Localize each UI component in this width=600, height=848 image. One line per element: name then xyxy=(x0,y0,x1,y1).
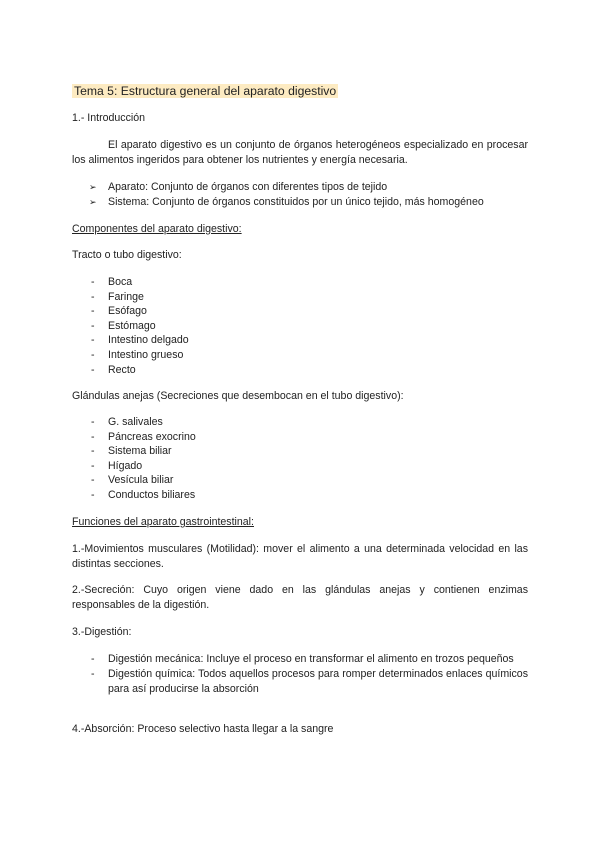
functions-heading: Funciones del aparato gastrointestinal: xyxy=(72,516,254,528)
list-item: - Digestión química: Todos aquellos procesos para romper determinados enlaces químicos para así producirse la absorción xyxy=(72,667,528,697)
function-absorption: 4.-Absorción: Proceso selectivo hasta llegar a la sangre xyxy=(72,723,334,735)
list-item: ➢ Aparato: Conjunto de órganos con diferentes tipos de tejido xyxy=(72,180,528,195)
document-title xyxy=(72,83,528,100)
list-item: - Estómago xyxy=(72,319,528,334)
tract-label: Tracto o tubo digestivo: xyxy=(72,249,182,261)
components-heading: Componentes del aparato digestivo: xyxy=(72,223,242,235)
list-item: - Páncreas exocrino xyxy=(72,430,528,445)
intro-paragraph: El aparato digestivo es un conjunto de órganos heterogéneos especializado en procesar los alimentos ingeridos para obtener los nutrientes y energía necesaria. xyxy=(72,139,528,166)
list-item: - Boca xyxy=(72,275,528,290)
title-highlight: Tema 5: Estructura general del aparato digestivo xyxy=(74,84,337,98)
function-motility: 1.-Movimientos musculares (Motilidad): mover el alimento a una determinada velocidad en las distintas secciones. xyxy=(72,543,528,570)
list-item: - Intestino grueso xyxy=(72,348,528,363)
intro-bullet-list xyxy=(72,180,528,210)
list-item: - Digestión mecánica: Incluye el proceso en transformar el alimento en trozos pequeños xyxy=(72,652,528,667)
list-item: - Intestino delgado xyxy=(72,333,528,348)
glands-list xyxy=(72,415,528,503)
list-item: - Esófago xyxy=(72,304,528,319)
function-secretion: 2.-Secreción: Cuyo origen viene dado en las glándulas anejas y contienen enzimas responsables de la digestión. xyxy=(72,584,528,611)
digestion-list xyxy=(72,652,528,697)
function-digestion-label: 3.-Digestión: xyxy=(72,626,132,638)
list-item: - Vesícula biliar xyxy=(72,473,528,488)
list-item: - Faringe xyxy=(72,290,528,305)
intro-heading: 1.- Introducción xyxy=(72,112,146,124)
list-item: - Recto xyxy=(72,363,528,378)
tract-list xyxy=(72,275,528,377)
glands-label: Glándulas anejas (Secreciones que desembocan en el tubo digestivo): xyxy=(72,390,404,402)
list-item: ➢ Sistema: Conjunto de órganos constituidos por un único tejido, más homogéneo xyxy=(72,195,528,210)
list-item: - Conductos biliares xyxy=(72,488,528,503)
list-item: - Sistema biliar xyxy=(72,444,528,459)
list-item: - G. salivales xyxy=(72,415,528,430)
list-item: - Hígado xyxy=(72,459,528,474)
